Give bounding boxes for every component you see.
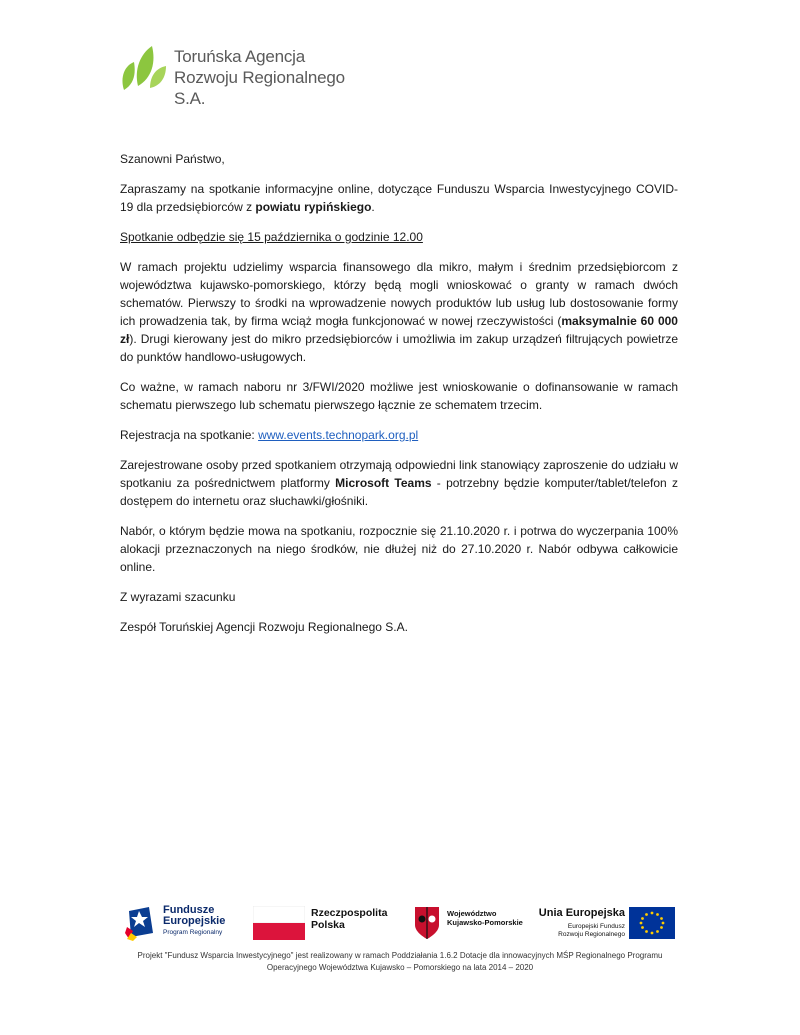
leaf-logo-icon — [120, 40, 168, 92]
company-logo — [120, 38, 360, 108]
paragraph-dates: Nabór, o którym będzie mowa na spotkaniu, rozpocznie się 21.10.2020 r. i potrwa do wyczerpania 100% alokacji przeznaczonych na niego środków, nie dłużej niż do 27.10.2020 r. Nabór odbywa całkowicie online. — [120, 524, 678, 574]
platform-name: Microsoft Teams — [335, 476, 432, 490]
unia-europejska-logo — [537, 903, 677, 943]
rp-text — [311, 907, 387, 931]
logo-text — [174, 46, 360, 109]
fe-subtitle: Program Regionalny — [163, 929, 223, 936]
kp-line-1: Województwo — [447, 909, 497, 918]
greeting: Szanowni Państwo, — [120, 152, 225, 166]
fe-star-icon — [125, 903, 159, 941]
footer-logos — [125, 903, 675, 943]
ue-title: Unia Europejska — [538, 907, 625, 919]
ue-sub-1: Europejski Fundusz — [567, 923, 625, 930]
coat-of-arms-icon — [413, 905, 441, 941]
ue-sub-2: Rozwoju Regionalnego — [558, 931, 625, 938]
paragraph-registration — [120, 426, 678, 444]
logo-line-2: Rozwoju Regionalnego S.A. — [174, 68, 345, 108]
paragraph-invitation — [120, 180, 678, 216]
logo-line-1: Toruńska Agencja — [174, 47, 305, 66]
support-text-end: ). Drugi kierowany jest do mikro przedsiębiorców i umożliwia im zakup urządzeń filtrujących powietrze do punktów handlowo-usługowych. — [120, 332, 678, 364]
eu-flag-icon — [629, 907, 675, 939]
max-amount: maksymalnie 60 000 zł — [120, 314, 678, 346]
polish-flag-icon — [253, 906, 305, 940]
registration-label: Rejestracja na spotkanie: — [120, 428, 259, 442]
registration-link[interactable]: www.events.technopark.org.pl — [258, 428, 419, 442]
meeting-date: Spotkanie odbędzie się 15 października o godzinie 12.00 — [120, 230, 423, 244]
paragraph-support — [120, 258, 678, 366]
letter-body — [120, 150, 678, 648]
support-text: W ramach projektu udzielimy wsparcia finansowego dla mikro, małym i średnim przedsiębiorcom z województwa kujawsko-pomorskiego, którzy będą mogli wnioskować o granty w ramach dwóch schematów. Pierwszy to środki na wprowadzenie nowych produktów lub usług lub dostosowanie formy ich prowadzenia tak, by firma wciąż mogła funkcjonować w nowej rzeczywistości ( — [120, 260, 678, 328]
teams-text: Zarejestrowane osoby przed spotkaniem otrzymają odpowiedni link stanowiący zaproszenie do udziału w spotkaniu za pośrednictwem platformy — [120, 458, 678, 490]
district-name: powiatu rypińskiego — [255, 200, 372, 214]
fe-title-2: Europejskie — [163, 915, 226, 927]
ue-subtitle — [537, 923, 625, 939]
invitation-end: . — [371, 200, 375, 214]
fe-title-1: Fundusze — [163, 904, 215, 916]
invitation-text: Zapraszamy na spotkanie informacyjne online, dotyczące Funduszu Wsparcia Inwestycyjnego COVID-19 dla przedsiębiorców z — [120, 182, 678, 214]
paragraph-call: Co ważne, w ramach naboru nr 3/FWI/2020 możliwe jest wnioskowanie o dofinansowanie w ramach schematu pierwszego lub schematu pierwszego łącznie ze schematem trzecim. — [120, 380, 678, 412]
kp-text — [447, 909, 523, 927]
kujawsko-pomorskie-logo — [413, 903, 533, 943]
rp-line-1: Rzeczpospolita — [311, 907, 388, 919]
signature: Zespół Toruńskiej Agencji Rozwoju Regionalnego S.A. — [120, 620, 408, 634]
rzeczpospolita-logo — [253, 903, 388, 943]
kp-line-2: Kujawsko-Pomorskie — [447, 918, 523, 927]
closing: Z wyrazami szacunku — [120, 590, 236, 604]
teams-text-end: - potrzebny będzie komputer/tablet/telefon z dostępem do internetu oraz słuchawki/głośniki. — [120, 476, 678, 508]
fundusze-europejskie-logo — [125, 903, 235, 943]
footer-note: Projekt "Fundusz Wsparcia Inwestycyjnego" jest realizowany w ramach Poddziałania 1.6.2 Dotacje dla innowacyjnych MŚP Regionalnego Programu Operacyjnego Województwa Kujawsko – Pomorskiego na lata 2014 – 2020 — [137, 951, 663, 972]
paragraph-teams — [120, 456, 678, 510]
rp-line-2: Polska — [311, 919, 345, 931]
fe-title — [163, 905, 225, 927]
